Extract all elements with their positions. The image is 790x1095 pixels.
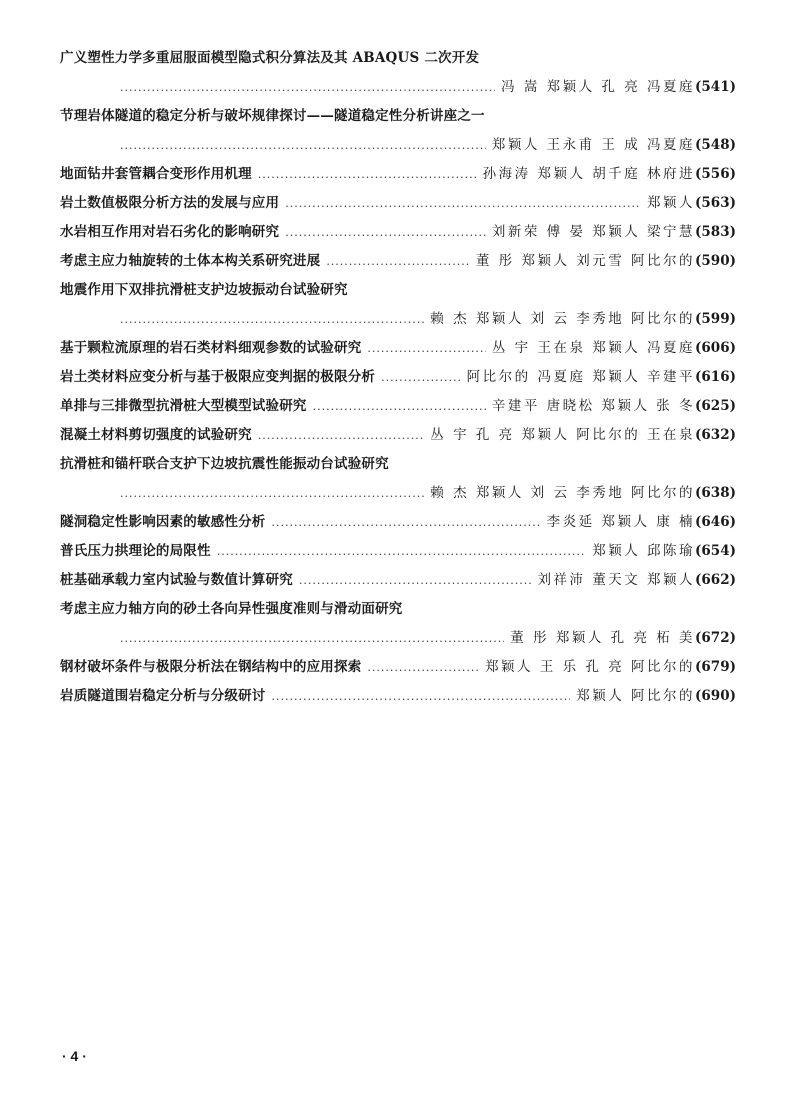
toc-entry[interactable] [60, 276, 736, 334]
entry-title: 抗滑桩和锚杆联合支护下边坡抗震性能振动台试验研究 [60, 456, 389, 472]
entry-title: 考虑主应力轴方向的砂土各向异性强度准则与滑动面研究 [60, 601, 403, 617]
entry-authors: 郑颖人 王永甫 王 成 冯夏庭 [491, 137, 696, 153]
dot-leader [258, 160, 477, 189]
entry-authors: 孙海涛 郑颖人 胡千庭 林府进 [482, 166, 696, 182]
entry-title: 岩质隧道围岩稳定分析与分级研讨 [60, 688, 266, 704]
entry-page: (679) [695, 659, 736, 675]
entry-authors: 冯 嵩 郑颖人 孔 亮 冯夏庭 [501, 79, 696, 95]
entry-title: 基于颗粒流原理的岩石类材料细观参数的试验研究 [60, 340, 362, 356]
entry-authors: 赖 杰 郑颖人 刘 云 李秀地 阿比尔的 [430, 311, 696, 327]
toc-entry[interactable] [60, 218, 736, 247]
entry-page: (662) [695, 572, 736, 588]
dot-leader [285, 189, 641, 218]
entry-page: (632) [695, 427, 736, 443]
entry-authors: 郑颖人 邱陈瑜 [592, 543, 696, 559]
entry-title: 地面钻井套管耦合变形作用机理 [60, 166, 252, 182]
entry-title: 地震作用下双排抗滑桩支护边坡振动台试验研究 [60, 282, 348, 298]
dot-leader [258, 421, 424, 450]
entry-authors: 李炎延 郑颖人 康 楠 [546, 514, 696, 530]
toc-entry[interactable] [60, 102, 736, 160]
entry-page: (690) [695, 688, 736, 704]
entry-authors: 董 彤 郑颖人 孔 亮 柘 美 [510, 630, 696, 646]
entry-authors: 董 彤 郑颖人 刘元雪 阿比尔的 [475, 253, 696, 269]
entry-title: 钢材破坏条件与极限分析法在钢结构中的应用探索 [60, 659, 362, 675]
dot-leader [313, 392, 486, 421]
dot-leader [120, 624, 504, 653]
entry-page: (625) [695, 398, 736, 414]
toc-entry[interactable] [60, 682, 736, 711]
dot-leader [272, 682, 571, 711]
toc-entry[interactable] [60, 421, 736, 450]
toc-entry[interactable] [60, 363, 736, 392]
entry-page: (672) [695, 630, 736, 646]
toc-entry[interactable] [60, 508, 736, 537]
entry-page: (599) [695, 311, 736, 327]
entry-page: (548) [695, 137, 736, 153]
toc-entry[interactable] [60, 566, 736, 595]
entry-authors: 郑颖人 [647, 195, 696, 211]
dot-leader [217, 537, 587, 566]
table-of-contents [60, 44, 736, 711]
entry-title: 节理岩体隧道的稳定分析与破坏规律探讨——隧道稳定性分析讲座之一 [60, 108, 485, 124]
toc-entry[interactable] [60, 44, 736, 102]
toc-entry[interactable] [60, 160, 736, 189]
dot-leader [272, 508, 541, 537]
dot-leader [120, 305, 424, 334]
dot-leader [120, 131, 486, 160]
toc-entry[interactable] [60, 537, 736, 566]
dot-leader [367, 334, 485, 363]
entry-page: (583) [695, 224, 736, 240]
toc-entry[interactable] [60, 595, 736, 653]
entry-title: 考虑主应力轴旋转的土体本构关系研究进展 [60, 253, 321, 269]
dot-leader [120, 73, 495, 102]
toc-entry[interactable] [60, 450, 736, 508]
entry-page: (616) [695, 369, 736, 385]
dot-leader [326, 247, 470, 276]
entry-page: (563) [695, 195, 736, 211]
entry-authors: 辛建平 唐晓松 郑颖人 张 冬 [491, 398, 696, 414]
toc-entry[interactable] [60, 392, 736, 421]
dot-leader [381, 363, 461, 392]
entry-title: 混凝土材料剪切强度的试验研究 [60, 427, 252, 443]
entry-page: (646) [695, 514, 736, 530]
page-number: · 4 · [62, 1048, 87, 1064]
entry-authors: 郑颖人 阿比尔的 [576, 688, 696, 704]
entry-authors: 赖 杰 郑颖人 刘 云 李秀地 阿比尔的 [430, 485, 696, 501]
entry-title: 普氏压力拱理论的局限性 [60, 543, 211, 559]
dot-leader [285, 218, 486, 247]
toc-entry[interactable] [60, 189, 736, 218]
entry-page: (638) [695, 485, 736, 501]
entry-title: 单排与三排微型抗滑桩大型模型试验研究 [60, 398, 307, 414]
toc-entry[interactable] [60, 334, 736, 363]
toc-entry[interactable] [60, 247, 736, 276]
dot-leader [120, 479, 424, 508]
entry-authors: 阿比尔的 冯夏庭 郑颖人 辛建平 [466, 369, 696, 385]
entry-authors: 郑颖人 王 乐 孔 亮 阿比尔的 [485, 659, 696, 675]
entry-page: (590) [695, 253, 736, 269]
entry-title: 隧洞稳定性影响因素的敏感性分析 [60, 514, 266, 530]
entry-title: 岩土类材料应变分析与基于极限应变判据的极限分析 [60, 369, 376, 385]
entry-title: 岩土数值极限分析方法的发展与应用 [60, 195, 280, 211]
entry-authors: 丛 宇 孔 亮 郑颖人 阿比尔的 王在泉 [430, 427, 696, 443]
entry-title: 广义塑性力学多重屈服面模型隐式积分算法及其 ABAQUS 二次开发 [60, 50, 480, 66]
entry-authors: 刘祥沛 董天文 郑颖人 [537, 572, 696, 588]
entry-authors: 丛 宇 王在泉 郑颖人 冯夏庭 [491, 340, 696, 356]
dot-leader [367, 653, 479, 682]
toc-entry[interactable] [60, 653, 736, 682]
entry-page: (541) [695, 79, 736, 95]
entry-authors: 刘新荣 傅 晏 郑颖人 梁宁慧 [491, 224, 696, 240]
entry-page: (654) [695, 543, 736, 559]
entry-title: 桩基础承载力室内试验与数值计算研究 [60, 572, 293, 588]
dot-leader [299, 566, 532, 595]
entry-title: 水岩相互作用对岩石劣化的影响研究 [60, 224, 280, 240]
entry-page: (606) [695, 340, 736, 356]
entry-page: (556) [695, 166, 736, 182]
